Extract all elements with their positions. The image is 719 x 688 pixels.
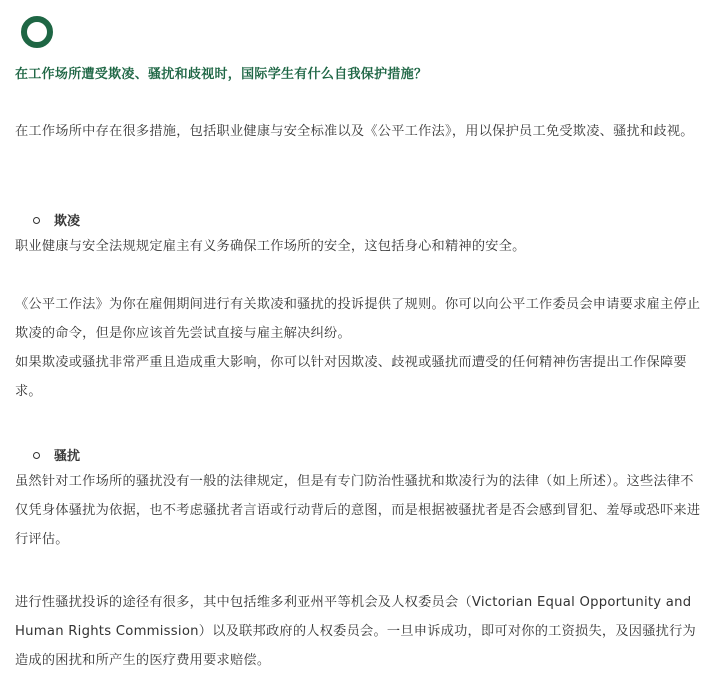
harassment-paragraph-1: 虽然针对工作场所的骚扰没有一般的法律规定，但是有专门防治性骚扰和欺凌行为的法律（如上所述）。这些法律不仅凭身体骚扰为依据，也不考虑骚扰者言语或行动背后的意图，而是根据被骚扰者是否会感到冒犯、羞辱或恐吓来进行评估。 — [15, 474, 701, 547]
bullying-paragraph-1: 职业健康与安全法规规定雇主有义务确保工作场所的安全，这包括身心和精神的安全。 — [15, 239, 526, 254]
section-heading-bullying — [33, 210, 80, 229]
circle-logo-icon — [21, 16, 53, 48]
harassment-paragraph-2: 进行性骚扰投诉的途径有很多，其中包括维多利亚州平等机会及人权委员会（Victorian Equal Opportunity and Human Rights Commission）以及联邦政府的人权委员会。一旦申诉成功，即可对你的工资损失，及因骚扰行为造成的困扰和所产生的医疗费用要求赔偿。 — [15, 595, 696, 668]
bullying-paragraph-2: 《公平工作法》为你在雇佣期间进行有关欺凌和骚扰的投诉提供了规则。你可以向公平工作委员会申请要求雇主停止欺凌的命令，但是你应该首先尝试直接与雇主解决纠纷。 — [15, 297, 701, 341]
hollow-bullet-icon — [33, 217, 40, 224]
intro-paragraph: 在工作场所中存在很多措施，包括职业健康与安全标准以及《公平工作法》，用以保护员工免受欺凌、骚扰和歧视。 — [15, 124, 694, 139]
bullying-paragraph-3: 如果欺凌或骚扰非常严重且造成重大影响，你可以针对因欺凌、歧视或骚扰而遭受的任何精神伤害提出工作保障要求。 — [15, 355, 687, 399]
section-heading-harassment — [33, 445, 80, 464]
section-heading-label: 欺凌 — [54, 214, 81, 229]
question-heading: 在工作场所遭受欺凌、骚扰和歧视时，国际学生有什么自我保护措施？ — [15, 67, 428, 82]
hollow-bullet-icon — [33, 452, 40, 459]
section-heading-label: 骚扰 — [54, 449, 81, 464]
